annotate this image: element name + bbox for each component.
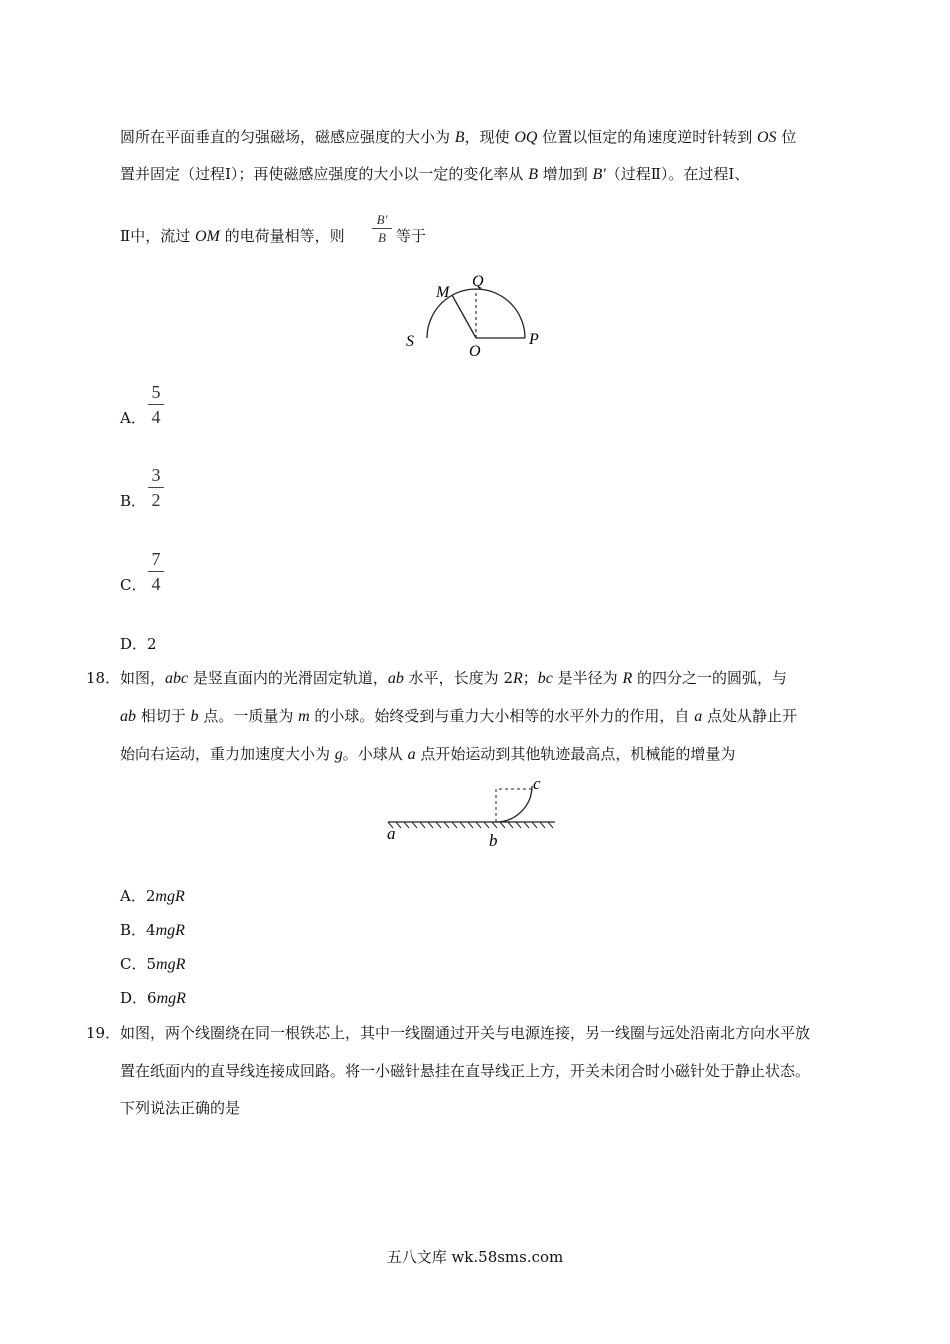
q18-track-figure bbox=[385, 775, 560, 850]
q17-line-2: 置并固定（过程Ⅰ）；再使磁感应强度的大小以一定的变化率从 B 增加到 B'（过程Ⅱ）。在过程Ⅰ、 bbox=[120, 165, 750, 183]
q17-option-d[interactable]: D．2 bbox=[120, 635, 157, 653]
q18-line-3: 始向右运动，重力加速度大小为 g。小球从 a 点开始运动到其他轨迹最高点，机械能的增量为 bbox=[120, 745, 736, 763]
hatch-mark bbox=[540, 822, 545, 828]
label-m: M bbox=[436, 284, 450, 301]
hatch-mark bbox=[428, 822, 433, 828]
arc-bc bbox=[496, 786, 532, 822]
q19-number: 19． bbox=[86, 1024, 121, 1042]
radius-om bbox=[452, 295, 476, 338]
label-q: Q bbox=[472, 273, 484, 290]
ground-hatching bbox=[388, 822, 553, 828]
hatch-mark bbox=[436, 822, 441, 828]
q18-option-c[interactable]: C．5mgR bbox=[120, 955, 186, 973]
q17-line-1: 圆所在平面垂直的匀强磁场，磁感应强度的大小为 B，现使 OQ 位置以恒定的角速度逆时针转到 OS 位 bbox=[120, 128, 797, 146]
hatch-mark bbox=[452, 822, 457, 828]
label-b: b bbox=[489, 831, 498, 850]
q17-option-c-fraction: 7 4 bbox=[148, 548, 164, 595]
q17-line-3-tail: 等于 bbox=[396, 227, 427, 245]
hatch-mark bbox=[492, 822, 497, 828]
q18-line-2: ab 相切于 b 点。一质量为 m 的小球。始终受到与重力大小相等的水平外力的作用，自 a 点处从静止开 bbox=[120, 707, 797, 725]
label-a: a bbox=[387, 824, 396, 843]
q18-option-a[interactable]: A．2mgR bbox=[120, 887, 185, 905]
hatch-mark bbox=[404, 822, 409, 828]
label-s: S bbox=[406, 333, 414, 350]
q18-line-1: 如图，abc 是竖直面内的光滑固定轨道，ab 水平，长度为 2R；bc 是半径为 R 的四分之一的圆弧，与 bbox=[120, 669, 788, 687]
hatch-mark bbox=[396, 822, 401, 828]
hatch-mark bbox=[412, 822, 417, 828]
label-p: P bbox=[529, 331, 539, 348]
q17-option-a-letter[interactable]: A． bbox=[120, 409, 146, 427]
q17-line-3: Ⅱ中，流过 OM 的电荷量相等，则 bbox=[120, 227, 345, 245]
hatch-mark bbox=[508, 822, 513, 828]
q18-option-d[interactable]: D．6mgR bbox=[120, 989, 186, 1007]
q19-line-3: 下列说法正确的是 bbox=[120, 1099, 241, 1117]
q18-option-b[interactable]: B．4mgR bbox=[120, 921, 185, 939]
hatch-mark bbox=[468, 822, 473, 828]
label-c: c bbox=[533, 775, 541, 793]
q19-line-2: 置在纸面内的直导线连接成回路。将一小磁针悬挂在直导线正上方，开关未闭合时小磁针处于静止状态。 bbox=[120, 1062, 811, 1080]
q17-option-b-fraction: 3 2 bbox=[148, 464, 164, 511]
q19-line-1: 如图，两个线圈绕在同一根铁芯上，其中一线圈通过开关与电源连接，另一线圈与远处沿南北方向水平放 bbox=[120, 1024, 811, 1042]
hatch-mark bbox=[476, 822, 481, 828]
q17-ratio-fraction: B' B bbox=[372, 212, 392, 245]
q17-option-c-letter[interactable]: C． bbox=[120, 576, 147, 594]
q17-option-a-fraction: 5 4 bbox=[148, 381, 164, 428]
q17-option-b-letter[interactable]: B． bbox=[120, 492, 147, 510]
label-o: O bbox=[469, 343, 481, 360]
hatch-mark bbox=[516, 822, 521, 828]
hatch-mark bbox=[548, 822, 553, 828]
hatch-mark bbox=[484, 822, 489, 828]
hatch-mark bbox=[460, 822, 465, 828]
page-footer: 五八文库 wk.58sms.com bbox=[386, 1248, 564, 1266]
hatch-mark bbox=[500, 822, 505, 828]
hatch-mark bbox=[444, 822, 449, 828]
hatch-mark bbox=[524, 822, 529, 828]
q18-number: 18． bbox=[86, 669, 121, 687]
q17-semicircle-figure bbox=[400, 270, 550, 360]
hatch-mark bbox=[420, 822, 425, 828]
hatch-mark bbox=[532, 822, 537, 828]
